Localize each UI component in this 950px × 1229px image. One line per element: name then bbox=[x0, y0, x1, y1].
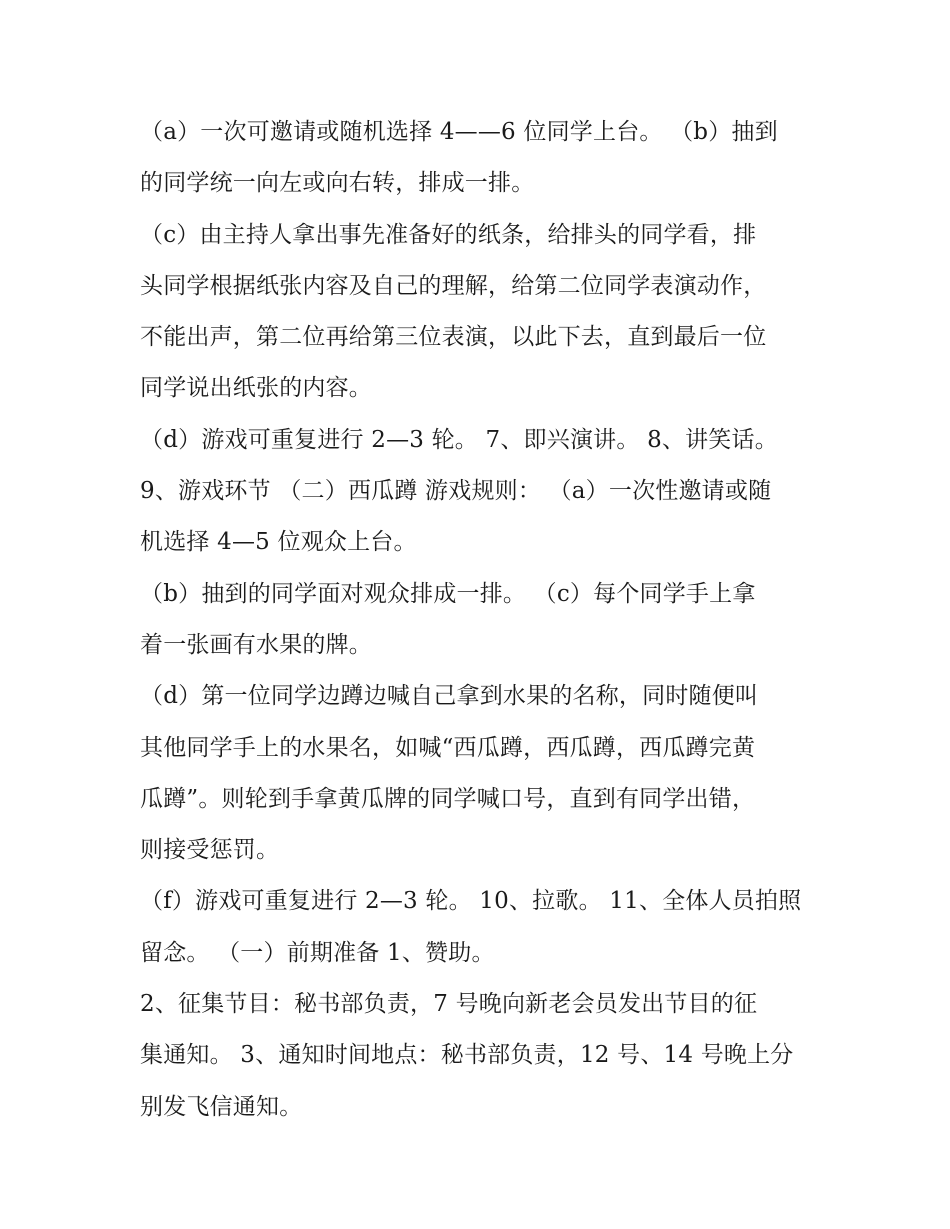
text-line: 集通知。 3、通知时间地点：秘书部负责，12 号、14 号晚上分 bbox=[140, 1042, 794, 1069]
text-line: （b）抽到的同学面对观众排成一排。 （c）每个同学手上拿 bbox=[140, 580, 756, 607]
text-line: （f）游戏可重复进行 2—3 轮。 10、拉歌。 11、全体人员拍照 bbox=[140, 888, 802, 915]
text-line: 的同学统一向左或向右转，排成一排。 bbox=[140, 170, 535, 197]
text-line: 则接受惩罚。 bbox=[140, 837, 280, 864]
text-line: 头同学根据纸张内容及自己的理解，给第二位同学表演动作， bbox=[140, 272, 767, 299]
text-line: 同学说出纸张的内容。 bbox=[140, 375, 372, 402]
text-line: 瓜蹲”。则轮到手拿黄瓜牌的同学喊口号，直到有同学出错， bbox=[140, 785, 756, 812]
text-line: 2、征集节目：秘书部负责，7 号晚向新老会员发出节目的征 bbox=[140, 991, 758, 1018]
text-line: 9、游戏环节 （二）西瓜蹲 游戏规则： （a）一次性邀请或随 bbox=[140, 478, 772, 505]
text-line: 其他同学手上的水果名，如喊“西瓜蹲，西瓜蹲，西瓜蹲完黄 bbox=[140, 734, 756, 761]
document-body bbox=[140, 107, 820, 1133]
text-line: 着一张画有水果的牌。 bbox=[140, 631, 372, 658]
text-line: 不能出声，第二位再给第三位表演，以此下去，直到最后一位 bbox=[140, 324, 767, 351]
text-line: （a）一次可邀请或随机选择 4——6 位同学上台。 （b）抽到 bbox=[140, 119, 778, 145]
text-line: 别发飞信通知。 bbox=[140, 1093, 303, 1120]
text-line: （c）由主持人拿出事先准备好的纸条，给排头的同学看，排 bbox=[140, 221, 757, 248]
text-line: 留念。 （一）前期准备 1、赞助。 bbox=[140, 939, 495, 966]
text-line: 机选择 4—5 位观众上台。 bbox=[140, 529, 417, 556]
text-line: （d）游戏可重复进行 2—3 轮。 7、即兴演讲。 8、讲笑话。 bbox=[140, 426, 778, 453]
text-line: （d）第一位同学边蹲边喊自己拿到水果的名称，同时随便叫 bbox=[140, 683, 759, 710]
